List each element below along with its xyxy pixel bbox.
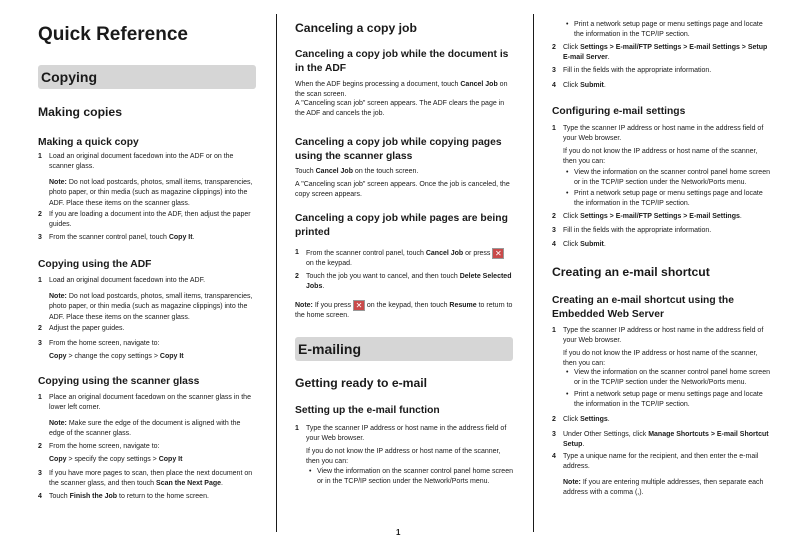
step-text <box>563 415 771 425</box>
heading-quick-copy: Making a quick copy <box>38 137 139 148</box>
ui-label: Cancel Job <box>315 168 353 175</box>
ui-label: Cancel Job <box>460 81 498 88</box>
step-text: Type the scanner IP address or host name in the address field of your Web browser. <box>563 125 764 143</box>
paragraph: A "Canceling scan job" screen appears. The ADF clears the page in the ADF and cancels the job. <box>295 100 505 118</box>
text-part: Click <box>563 82 581 89</box>
bullet: • <box>566 391 569 398</box>
text-part: . <box>322 283 325 291</box>
note <box>49 292 257 323</box>
step-text: Type the scanner IP address or host name in the address field of your Web browser. <box>306 425 507 443</box>
menu-path <box>49 352 257 362</box>
step-number: 4 <box>38 493 42 500</box>
note-label: Note: <box>49 293 67 300</box>
step-text <box>306 248 514 270</box>
step-text <box>563 240 771 250</box>
step-number: 4 <box>552 453 556 460</box>
bullet-text: View the information on the scanner control panel home screen or in the TCP/IP section under the Network/Ports menu. <box>574 369 770 387</box>
ui-label: Scan the Next Page <box>156 480 221 488</box>
step-text <box>49 233 257 243</box>
path-part: Copy It <box>158 456 183 463</box>
text-part: or press <box>463 250 493 257</box>
step-text: From the home screen, navigate to: <box>49 443 160 450</box>
text-part: . <box>607 54 610 62</box>
section-bar-emailing <box>295 337 513 361</box>
step-number: 4 <box>552 241 556 248</box>
step-text: Place an original document facedown on the scanner glass in the lower left corner. <box>49 394 251 412</box>
text-part: . <box>607 416 610 423</box>
stop-key-icon: ✕ <box>492 248 504 259</box>
text-part: From the scanner control panel, touch <box>306 250 426 257</box>
step-text: Load an original document facedown into the ADF or on the scanner glass. <box>49 153 234 171</box>
paragraph: If you do not know the IP address or host name of the scanner, then you can: <box>306 448 501 466</box>
step-text: Type a unique name for the recipient, and then enter the e-mail address. <box>563 453 759 471</box>
ui-label: Resume <box>449 302 477 309</box>
ui-label: Finish the Job <box>69 493 118 500</box>
ui-label: Copy It <box>168 234 193 241</box>
ui-label: Submit <box>580 82 604 89</box>
step-text: Load an original document facedown into the ADF. <box>49 277 206 284</box>
step-number: 2 <box>295 273 299 280</box>
step-text-part: Touch <box>49 493 70 500</box>
text-part: to return to the home screen. <box>295 302 513 320</box>
heading-cancel-adf: Canceling a copy job while the document is in the ADF <box>295 49 509 74</box>
bullet: • <box>566 21 569 28</box>
paragraph: A "Canceling scan job" screen appears. Once the job is canceled, the copy screen appears. <box>295 181 510 199</box>
step-text-part: . <box>192 234 195 241</box>
step-number: 1 <box>38 153 42 160</box>
step-number: 3 <box>552 431 556 438</box>
note-text: Make sure the edge of the document is aligned with the edge of the scanner glass. <box>49 420 241 438</box>
step-text: From the home screen, navigate to: <box>49 340 160 347</box>
step-text: Fill in the fields with the appropriate information. <box>563 67 712 74</box>
bullet-text: Print a network setup page or menu settings page and locate the information in the TCP/IP section. <box>574 21 763 39</box>
step-number: 1 <box>38 277 42 284</box>
ui-label: Manage Shortcuts > E-mail Shortcut Setup <box>563 431 769 449</box>
text-part: on the scan screen. <box>295 81 508 99</box>
heading-making-copies: Making copies <box>38 105 122 119</box>
step-number: 3 <box>38 340 42 347</box>
step-number: 2 <box>552 213 556 220</box>
menu-path <box>49 455 257 465</box>
bullet-text: View the information on the scanner control panel home screen or in the TCP/IP section under the Network/Ports menu. <box>317 468 513 486</box>
path-part: > specify the copy settings > <box>66 456 159 463</box>
bullet: • <box>566 369 569 376</box>
text-part: on the touch screen. <box>352 168 419 175</box>
text-part: Touch <box>295 168 316 175</box>
text-part: Click <box>563 416 581 423</box>
step-number: 1 <box>38 394 42 401</box>
path-part: Copy It <box>159 353 184 360</box>
text-part: Click <box>563 213 581 220</box>
text-part: Under Other Settings, click <box>563 431 649 438</box>
step-text: Adjust the paper guides. <box>49 325 125 332</box>
section-title: Copying <box>41 69 97 85</box>
path-part: > change the copy settings > <box>66 353 160 360</box>
heading-setup-email: Setting up the e-mail function <box>295 405 440 416</box>
step-number: 1 <box>552 327 556 334</box>
note <box>295 300 515 322</box>
text-part: . <box>739 213 742 220</box>
text-part: . <box>582 441 585 449</box>
step-number: 2 <box>38 443 42 450</box>
note <box>49 178 257 209</box>
heading-canceling: Canceling a copy job <box>295 21 417 35</box>
text-part: . <box>603 82 606 89</box>
text-part: on the keypad, then touch <box>364 302 450 309</box>
stop-key-icon: ✕ <box>353 300 365 311</box>
path-part: Copy <box>49 353 67 360</box>
ui-label: Settings > E-mail/FTP Settings > E-mail Settings > Setup E-mail Server <box>563 44 768 62</box>
step-number: 3 <box>38 234 42 241</box>
ui-label: Settings <box>580 416 608 423</box>
step-number: 2 <box>552 416 556 423</box>
step-number: 2 <box>552 44 556 51</box>
step-number: 4 <box>552 82 556 89</box>
step-text <box>563 81 771 91</box>
step-text: If you are loading a document into the ADF, then adjust the paper guides. <box>49 211 251 229</box>
text-part: If you press <box>312 302 353 309</box>
step-text <box>563 430 771 451</box>
step-text <box>563 212 771 222</box>
page-number: 1 <box>396 528 401 537</box>
step-number: 2 <box>38 325 42 332</box>
paragraph: If you do not know the IP address or host name of the scanner, then you can: <box>563 350 758 368</box>
heading-copy-adf: Copying using the ADF <box>38 259 152 270</box>
text-part: on the keypad. <box>306 260 352 268</box>
page-title: Quick Reference <box>38 24 188 45</box>
step-text <box>563 43 771 64</box>
step-number: 2 <box>38 211 42 218</box>
section-bar-copying <box>38 65 256 89</box>
step-number: 3 <box>552 67 556 74</box>
step-number: 3 <box>38 470 42 477</box>
step-text-part: From the scanner control panel, touch <box>49 234 169 241</box>
path-part: Copy <box>49 456 67 463</box>
bullet-text: Print a network setup page or menu settings page and locate the information in the TCP/IP section. <box>574 391 763 409</box>
ui-label: Submit <box>580 241 604 248</box>
heading-cancel-glass: Canceling a copy job while copying pages using the scanner glass <box>295 137 502 162</box>
bullet: • <box>309 468 312 475</box>
bullet: • <box>566 190 569 197</box>
note-label: Note: <box>295 302 313 309</box>
column-divider <box>533 14 534 532</box>
step-text <box>306 272 514 293</box>
bullet: • <box>566 169 569 176</box>
section-title: E-mailing <box>298 341 362 357</box>
paragraph <box>295 167 515 177</box>
note-text: If you are entering multiple addresses, then separate each address with a comma (,). <box>563 479 764 497</box>
note-text: Do not load postcards, photos, small items, transparencies, photo paper, or thin media (such as magazine clippings) into the ADF. Place these items on the scanner glass. <box>49 179 253 207</box>
note <box>49 419 257 440</box>
column-divider <box>276 14 277 532</box>
step-text-part: to return to the home screen. <box>117 493 209 500</box>
step-text: Type the scanner IP address or host name in the address field of your Web browser. <box>563 327 764 345</box>
step-number: 3 <box>552 227 556 234</box>
step-text-part: . <box>221 480 223 488</box>
ui-label: Delete Selected Jobs <box>306 273 512 291</box>
bullet-text: Print a network setup page or menu settings page and locate the information in the TCP/IP section. <box>574 190 763 208</box>
paragraph <box>295 80 515 101</box>
heading-create-shortcut: Creating an e-mail shortcut <box>552 265 710 279</box>
text-part: . <box>603 241 606 248</box>
step-text-part: If you have more pages to scan, then place the next document on the scanner glass, and then touch <box>49 470 253 488</box>
heading-getting-ready: Getting ready to e-mail <box>295 376 428 390</box>
step-text <box>49 469 257 490</box>
step-number: 1 <box>552 125 556 132</box>
note-label: Note: <box>49 179 67 186</box>
note-label: Note: <box>563 479 581 486</box>
heading-ews-shortcut: Creating an e-mail shortcut using the Embedded Web Server <box>552 295 734 320</box>
ui-label: Cancel Job <box>425 250 464 257</box>
note-label: Note: <box>49 420 67 427</box>
note-text: Do not load postcards, photos, small items, transparencies, photo paper, or thin media (such as magazine clippings) into the ADF. Place these items on the scanner glass. <box>49 293 253 321</box>
note <box>563 478 771 499</box>
step-number: 1 <box>295 249 299 256</box>
text-part: Click <box>563 44 581 51</box>
ui-label: Settings > E-mail/FTP Settings > E-mail Settings <box>580 213 740 220</box>
text-part: When the ADF begins processing a document, touch <box>295 81 461 88</box>
step-text: Fill in the fields with the appropriate information. <box>563 227 712 234</box>
heading-config-email: Configuring e-mail settings <box>552 106 686 117</box>
heading-copy-glass: Copying using the scanner glass <box>38 376 200 387</box>
text-part: Touch the job you want to cancel, and then touch <box>306 273 460 280</box>
heading-cancel-printed: Canceling a copy job while pages are being printed <box>295 213 508 238</box>
text-part: Click <box>563 241 581 248</box>
bullet-text: View the information on the scanner control panel home screen or in the TCP/IP section under the Network/Ports menu. <box>574 169 770 187</box>
step-number: 1 <box>295 425 299 432</box>
paragraph: If you do not know the IP address or host name of the scanner, then you can: <box>563 148 758 166</box>
step-text <box>49 492 257 502</box>
